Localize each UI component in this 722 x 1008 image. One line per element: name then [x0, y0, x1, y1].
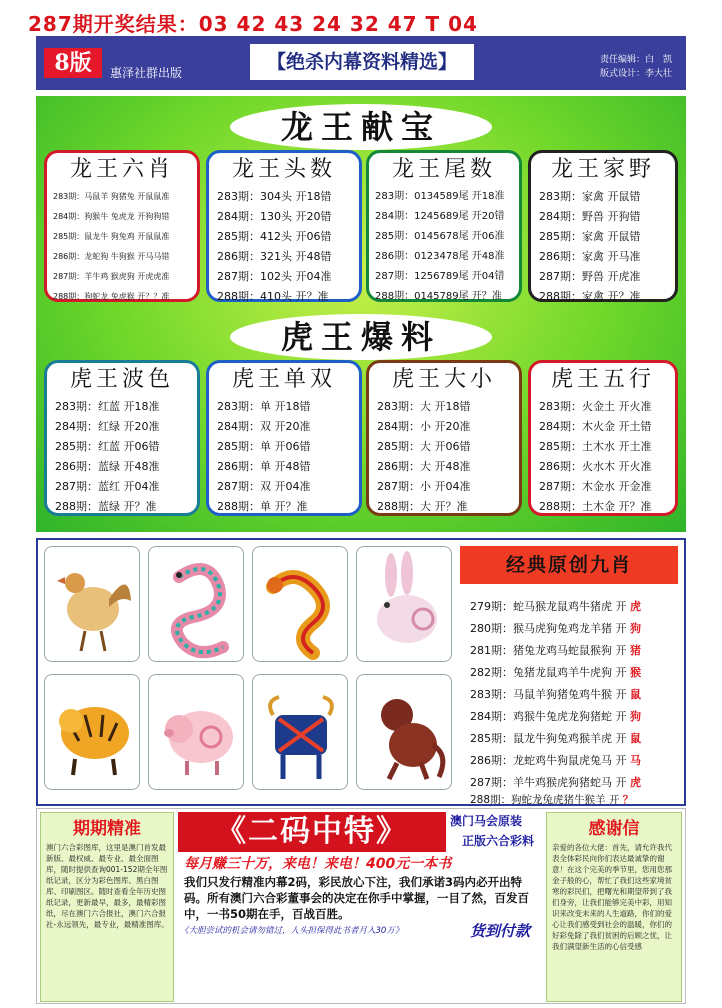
box-row: 284期：1245689尾 开20错 — [375, 211, 505, 222]
promo-footnote: 《大胆尝试的机会请勿错过，人头担保得此书者月入30万》 — [180, 926, 404, 936]
box-row: 288期：大 开？准 — [377, 500, 468, 513]
box-tiger-five-elements — [528, 360, 678, 516]
zodiac-hit: 鼠 — [630, 732, 641, 745]
zodiac-hit: 马 — [630, 754, 641, 767]
box-row: 285期：单 开06错 — [217, 440, 311, 453]
box-row: 284期：130头 开20错 — [217, 210, 332, 223]
box-row: 286期：0123478尾 开48准 — [375, 251, 505, 262]
left-panel-title: 期期精准 — [73, 819, 141, 839]
box-row: 285期：大 开06错 — [377, 440, 471, 453]
zodiac-row — [470, 620, 641, 636]
promo-line: 每月赚三十万，来电！来电！400元一本书 — [184, 856, 452, 872]
edition-badge: 8版 — [44, 48, 102, 78]
monkey-illustration — [356, 674, 452, 790]
dragon-banner: 龙王献宝 — [230, 104, 492, 150]
snake-illustration — [148, 546, 244, 662]
box-row: 283期：单 开18错 — [217, 400, 311, 413]
box-row: 285期：0145678尾 开06准 — [375, 231, 505, 242]
designer-credit: 版式设计：李大壮 — [600, 69, 673, 79]
cash-on-delivery-label: 货到付款 — [470, 922, 531, 940]
zodiac-row-text: 284期：鸡猴牛兔虎龙狗猪蛇 开 — [470, 710, 627, 723]
box-row: 285期：412头 开06错 — [217, 230, 332, 243]
box-row: 283期：马鼠羊 狗猪兔 开鼠鼠准 — [53, 192, 170, 201]
box-tiger-odd-even — [206, 360, 362, 516]
editor-credit: 责任编辑：白 凯 — [600, 55, 673, 65]
two-code-banner: 《二码中特》 — [178, 812, 446, 852]
right-panel-text: 亲爱的各位大佬：首先，请允许我代表全体彩民向你们表达最诚挚的谢意！在这个完美的季节里，您用您那金子般的心，帮忙了我们这些家境贫寒的彩民们，把曙光和期望带到了我们身旁，让我们能够完美中彩，用知识来改变未来的人生道路，你们的爱心让我们感受到社会的温暖，你们的好彩免除了我们贫困的后顾之忧，让我们满望新生活的心信受感 — [552, 843, 672, 951]
box-title: 虎王波色 — [69, 367, 174, 392]
box-row: 287期：1256789尾 开04错 — [375, 271, 505, 282]
box-row: 284期：双 开20准 — [217, 420, 311, 433]
tiger-banner: 虎王爆料 — [230, 314, 492, 360]
zodiac-row-text: 280期：猴马虎狗兔鸡龙羊猪 开 — [470, 622, 627, 635]
box-row: 285期：家禽 开鼠错 — [539, 230, 641, 243]
box-row: 283期：304头 开18错 — [217, 190, 332, 203]
box-title: 虎王大小 — [391, 367, 496, 392]
box-title: 虎王单双 — [231, 367, 336, 392]
box-row: 283期：火金土 开火准 — [539, 400, 652, 413]
zodiac-hit: 狗 — [630, 710, 641, 723]
box-row: 288期：410头 开？准 — [217, 290, 329, 303]
box-row: 287期：羊牛鸡 猴虎狗 开虎虎准 — [53, 272, 170, 281]
box-row: 283期：0134589尾 开18准 — [375, 191, 505, 202]
zodiac-row — [470, 792, 633, 807]
box-row: 286期：蓝绿 开48准 — [55, 460, 160, 473]
zodiac-row — [470, 730, 641, 746]
publisher-label: 惠泽社群出版 — [110, 66, 183, 80]
box-tiger-wave-color — [44, 360, 200, 516]
box-row: 288期：土木金 开？准 — [539, 500, 652, 513]
zodiac-title: 经典原创九肖 — [460, 546, 678, 584]
zodiac-row — [470, 642, 641, 658]
ox-illustration — [252, 674, 348, 790]
left-panel-text: 澳门六合彩图库，这里是澳门首发最新版、最权威、最专业、最全面图库，随时提供查询001-152期全年图纸记录，区分为彩色图库、黑白图库、印刷图区。随时查看全年历史图纸记录，更新最早，最多，最精彩图纸，尽在澳门六合报社，澳门六合报社-永远领先，最专业，最精准图库。 — [46, 843, 169, 929]
box-row: 287期：木金水 开金准 — [539, 480, 652, 493]
box-row: 288期：狗蛇龙 兔虎猴 开？？准 — [53, 292, 170, 301]
rabbit-illustration — [356, 546, 452, 662]
box-row: 288期：家禽 开？准 — [539, 290, 641, 303]
box-row: 286期：321头 开48错 — [217, 250, 332, 263]
box-title: 龙王尾数 — [391, 157, 496, 182]
zodiac-row-text: 287期：羊牛鸡猴虎狗猪蛇马 开 — [470, 776, 627, 789]
promo-body: 我们只发行精准内幕2码，彩民放心下注，我们承诺3码内必开出特码。所有澳门六合彩董事会的决定在你手中掌握，一目了然，百发百中，一书50期在手，百战百胜。 — [184, 875, 529, 921]
zodiac-hit: 猪 — [630, 644, 641, 657]
zodiac-row-text: 279期：蛇马猴龙鼠鸡牛猪虎 开 — [470, 600, 627, 613]
zodiac-hit: ？ — [622, 794, 634, 806]
box-row: 288期：蓝绿 开？准 — [55, 500, 157, 513]
box-row: 283期：家禽 开鼠错 — [539, 190, 641, 203]
zodiac-hit: 猴 — [630, 666, 641, 679]
box-row: 285期：土木水 开土准 — [539, 440, 652, 453]
box-title: 虎王五行 — [550, 367, 655, 392]
zodiac-hit: 虎 — [630, 600, 641, 613]
box-dragon-head-number — [206, 150, 362, 302]
dragon-illustration — [252, 546, 348, 662]
zodiac-row — [470, 686, 641, 702]
zodiac-hit: 鼠 — [630, 688, 641, 701]
rooster-illustration — [44, 546, 140, 662]
box-row: 288期：0145789尾 开？准 — [375, 291, 502, 302]
box-row: 285期：红蓝 开06错 — [55, 440, 160, 453]
box-row: 288期：单 开？准 — [217, 500, 308, 513]
zodiac-row-text: 283期：马鼠羊狗猪兔鸡牛猴 开 — [470, 688, 627, 701]
pig-illustration — [148, 674, 244, 790]
zodiac-row-text: 286期：龙蛇鸡牛狗鼠虎兔马 开 — [470, 754, 627, 767]
zodiac-hit: 虎 — [630, 776, 641, 789]
right-panel-title: 感谢信 — [588, 819, 640, 839]
tiger-illustration — [44, 674, 140, 790]
zodiac-row-text: 281期：猪兔龙鸡马蛇鼠猴狗 开 — [470, 644, 627, 657]
box-row: 287期：小 开04准 — [377, 480, 471, 493]
box-row: 284期：红绿 开20准 — [55, 420, 160, 433]
zodiac-row — [470, 774, 641, 790]
zodiac-row — [470, 664, 641, 680]
zodiac-row — [470, 708, 641, 724]
box-row: 287期：双 开04准 — [217, 480, 311, 493]
box-row: 287期：102头 开04准 — [217, 270, 332, 283]
box-row: 284期：狗猴牛 兔虎龙 开狗狗错 — [53, 212, 170, 221]
box-row: 287期：野兽 开虎准 — [539, 270, 641, 283]
box-row: 287期：蓝红 开04准 — [55, 480, 160, 493]
box-row: 284期：小 开20准 — [377, 420, 471, 433]
box-row: 286期：大 开48准 — [377, 460, 471, 473]
box-row: 283期：大 开18错 — [377, 400, 471, 413]
box-row: 286期：家禽 开马准 — [539, 250, 641, 263]
side-label-original: 澳门马会原装 — [450, 814, 523, 828]
box-dragon-tail-number — [366, 150, 522, 302]
box-row: 285期：鼠龙牛 狗兔鸡 开鼠鼠准 — [53, 232, 170, 241]
box-row: 286期：火水木 开火准 — [539, 460, 652, 473]
box-title: 龙王六肖 — [69, 157, 174, 182]
box-row: 286期：龙蛇狗 牛狗猴 开马马错 — [53, 252, 170, 261]
box-row: 284期：野兽 开狗错 — [539, 210, 641, 223]
zodiac-row — [470, 598, 641, 614]
box-title: 龙王头数 — [231, 157, 336, 182]
page-title: 【绝杀内幕资料精选】 — [250, 44, 474, 80]
zodiac-row — [470, 752, 641, 768]
box-row: 283期：红蓝 开18准 — [55, 400, 160, 413]
zodiac-row-text: 282期：兔猪龙鼠鸡羊牛虎狗 开 — [470, 666, 627, 679]
box-dragon-six-zodiac — [44, 150, 200, 302]
zodiac-row-text: 285期：鼠龙牛狗兔鸡猴羊虎 开 — [470, 732, 627, 745]
box-dragon-domestic-wild — [528, 150, 678, 302]
side-label-genuine: 正版六合彩料 — [462, 834, 535, 848]
zodiac-hit: 狗 — [630, 622, 641, 635]
box-title: 龙王家野 — [550, 157, 655, 182]
zodiac-row-text: 288期：狗蛇龙兔虎猪牛猴羊 开 — [470, 794, 620, 806]
box-row: 286期：单 开48错 — [217, 460, 311, 473]
box-tiger-big-small — [366, 360, 522, 516]
draw-result-line: 287期开奖结果：03 42 43 24 32 47 T 04 — [28, 12, 478, 36]
box-row: 284期：木火金 开土错 — [539, 420, 652, 433]
